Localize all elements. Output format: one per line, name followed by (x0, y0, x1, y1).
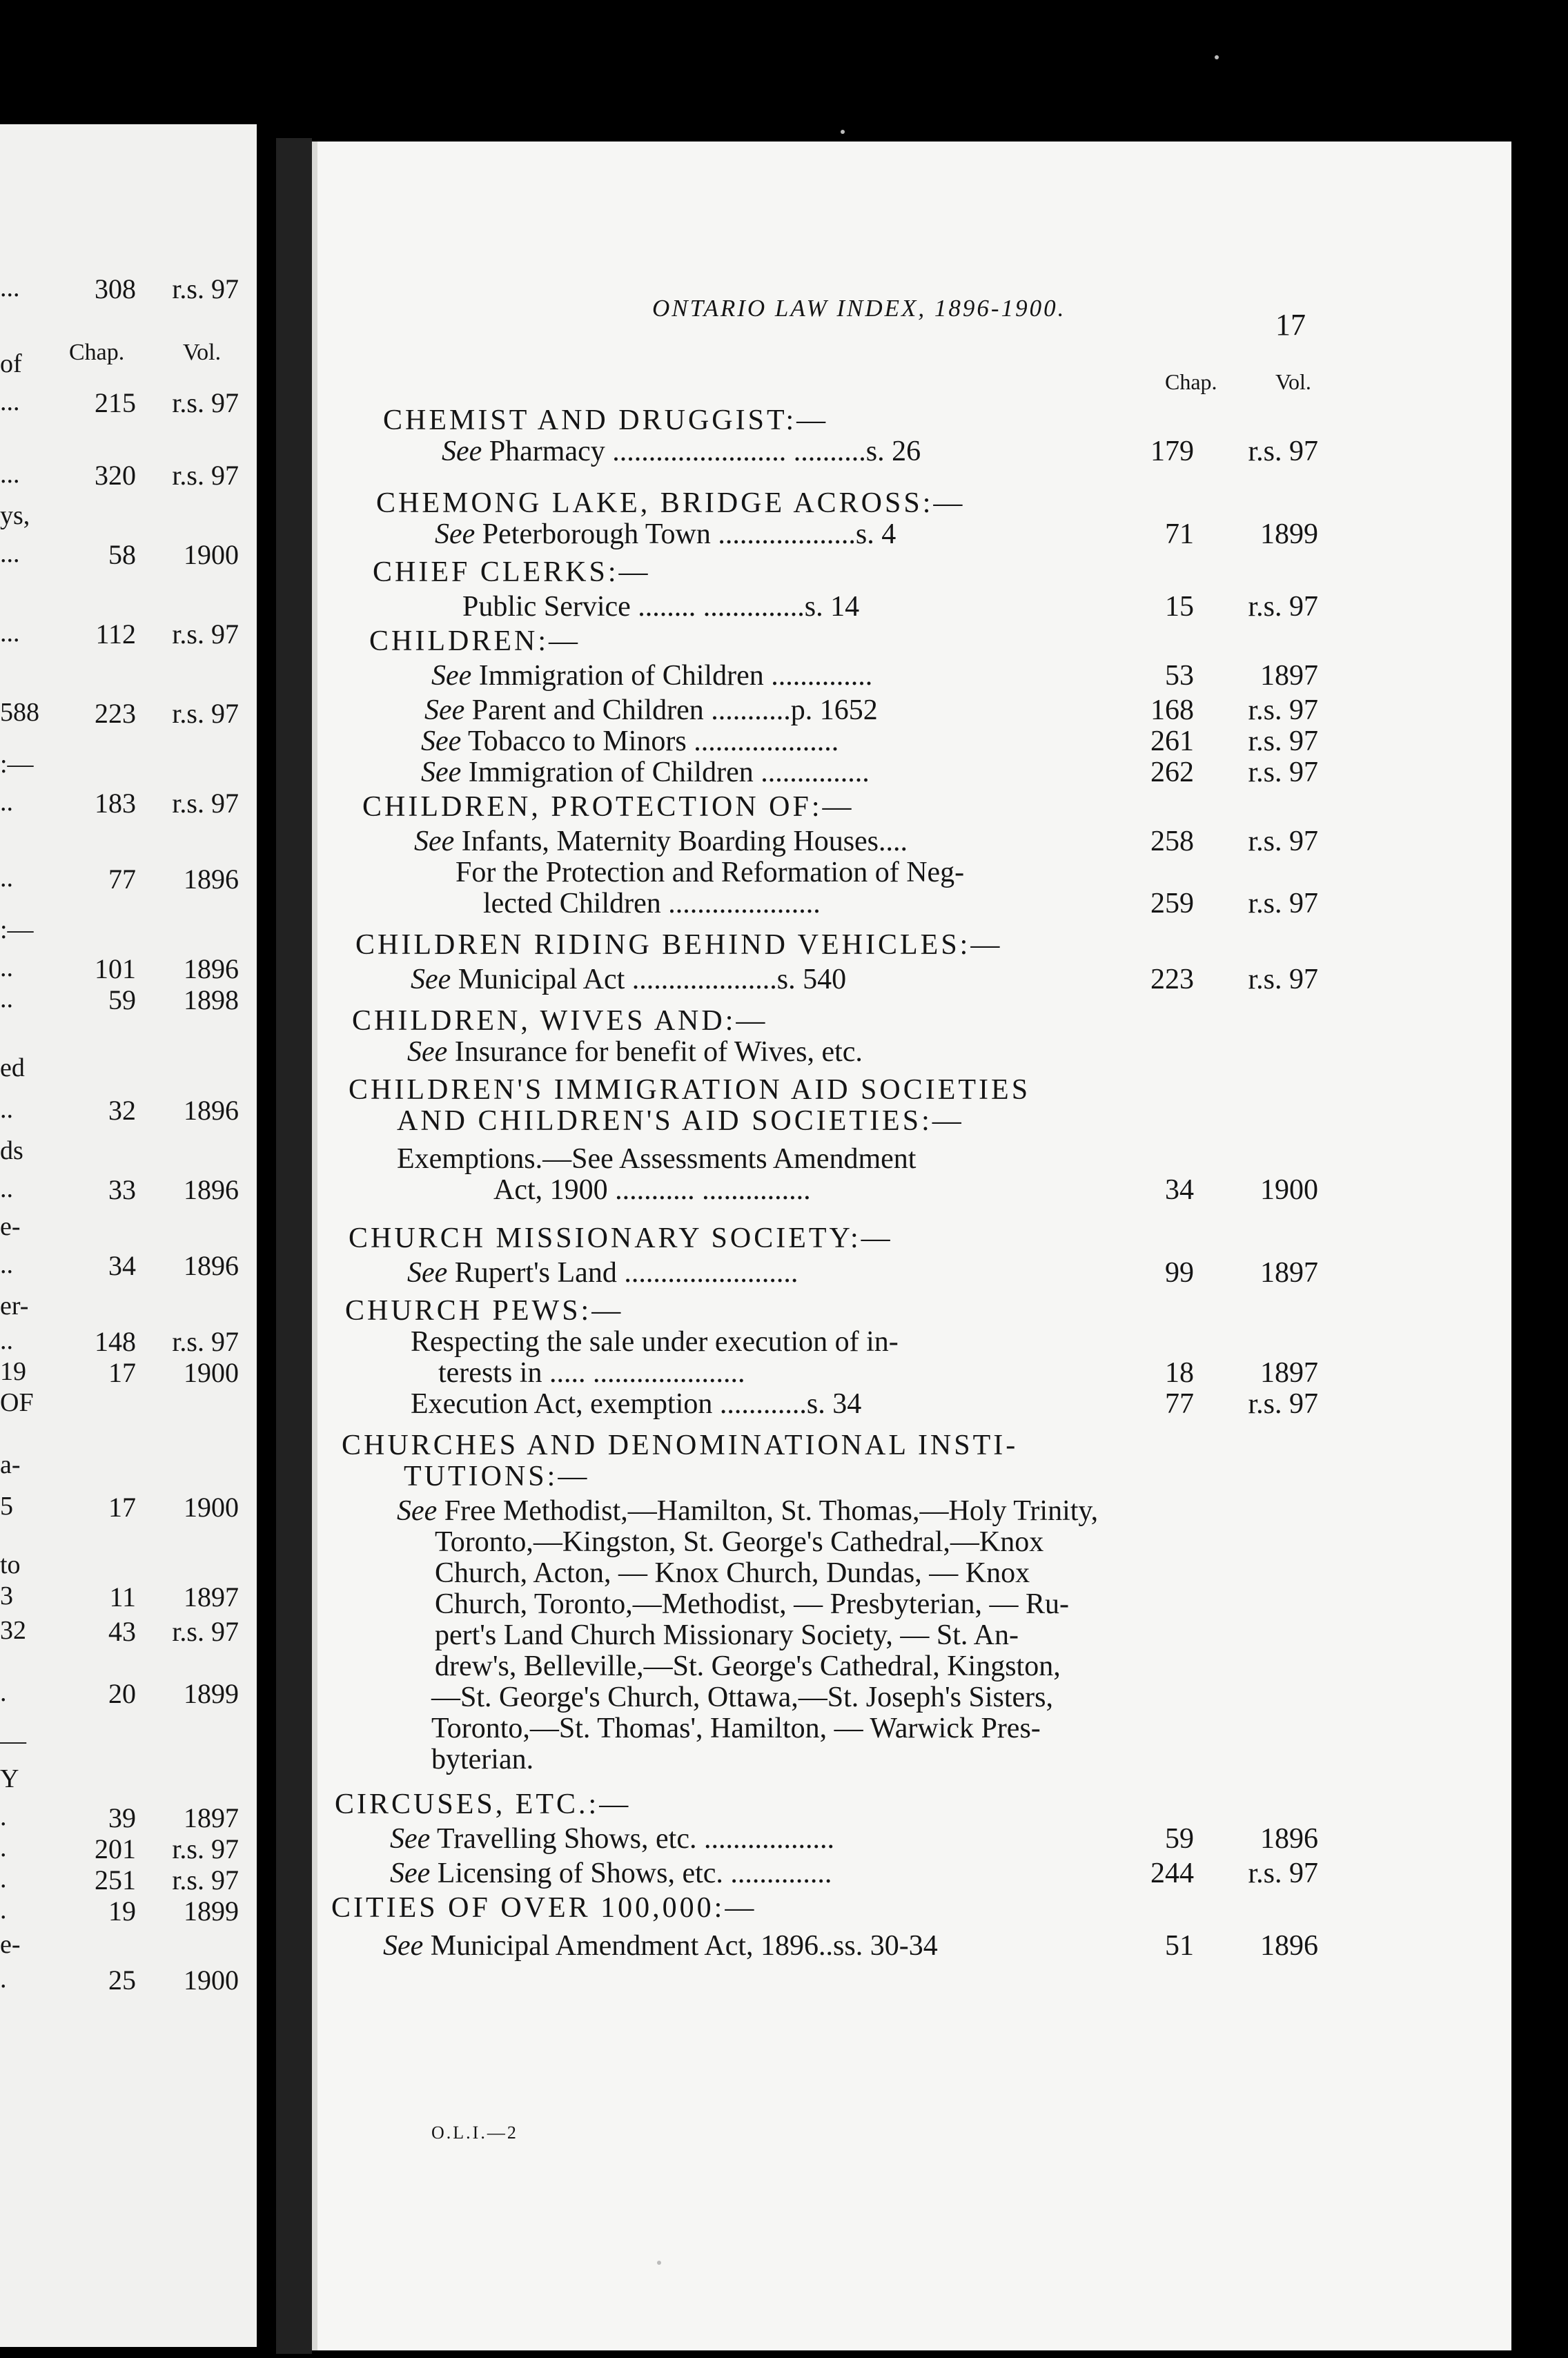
left-row-fragment: . (0, 1965, 7, 1994)
left-row-fragment: 3 (0, 1581, 13, 1610)
left-row-vol: r.s. 97 (172, 1864, 239, 1896)
entry-text: Free Methodist,—Hamilton, St. Thomas,—Holy Trinity, (437, 1495, 1099, 1527)
entry-text: terests in ..... ..................... (438, 1357, 745, 1389)
left-row-fragment: 588 (0, 698, 39, 727)
index-entry (407, 1035, 863, 1069)
left-row-vol: 1898 (184, 984, 239, 1015)
see-reference: See (390, 1858, 431, 1889)
see-reference: See (431, 660, 472, 692)
left-row-chap: 19 (108, 1896, 136, 1927)
index-entry (407, 1256, 798, 1289)
entry-text: CHURCH MISSIONARY SOCIETY:— (349, 1222, 893, 1254)
dust-speck (1215, 55, 1219, 59)
entry-text: Municipal Act ....................s. 540 (451, 964, 847, 995)
left-row-fragment: ed (0, 1053, 25, 1082)
entry-text: Immigration of Children .............. (471, 660, 873, 692)
left-row-chap: 320 (95, 460, 136, 491)
left-row-chap: 148 (95, 1326, 136, 1357)
index-heading (355, 928, 1002, 962)
index-entry (431, 659, 872, 692)
left-row-fragment: ... (0, 387, 20, 416)
entry-text: CHURCH PEWS:— (345, 1295, 624, 1327)
index-entry (435, 1588, 1069, 1621)
left-row-vol: 1900 (184, 539, 239, 570)
index-entry (455, 856, 964, 889)
index-entry (435, 1619, 1019, 1652)
left-row-vol: 1900 (184, 1492, 239, 1523)
left-row-chap: 77 (108, 864, 136, 895)
entry-vol: r.s. 97 (1248, 1388, 1318, 1420)
left-row-fragment: of (0, 349, 22, 378)
entry-text: CHIEF CLERKS:— (373, 556, 651, 588)
left-row-chap: 20 (108, 1678, 136, 1709)
index-entry (421, 756, 870, 789)
left-row-chap: 34 (108, 1250, 136, 1281)
left-row-chap: 17 (108, 1492, 136, 1523)
left-row-fragment: . (0, 1678, 7, 1707)
entry-text: CIRCUSES, ETC.:— (335, 1789, 631, 1820)
index-entry (493, 1173, 811, 1207)
index-entry (411, 963, 846, 996)
entry-text: AND CHILDREN'S AID SOCIETIES:— (397, 1105, 964, 1137)
right-chap-header: Chap. (1165, 369, 1217, 394)
left-row-vol: r.s. 97 (172, 1833, 239, 1864)
index-heading (376, 487, 965, 520)
entry-vol: 1897 (1260, 1257, 1318, 1289)
entry-text: Insurance for benefit of Wives, etc. (447, 1036, 863, 1068)
left-row-fragment: ... (0, 460, 20, 489)
index-entry (397, 1142, 916, 1176)
left-row-fragment: ... (0, 273, 20, 302)
page-number: 17 (1275, 308, 1306, 342)
left-row-chap: 25 (108, 1965, 136, 1996)
index-entry (397, 1494, 1098, 1528)
entry-chap: 262 (1150, 757, 1194, 788)
left-row-fragment: Y (0, 1764, 19, 1793)
left-row-fragment: 5 (0, 1492, 13, 1521)
index-heading (335, 1788, 631, 1821)
left-row-fragment: ds (0, 1136, 23, 1165)
entry-text: TUTIONS:— (404, 1461, 590, 1492)
index-heading (349, 1073, 1030, 1107)
index-entry (383, 1929, 938, 1962)
entry-chap: 53 (1165, 660, 1194, 692)
index-heading (349, 1222, 893, 1255)
entry-chap: 77 (1165, 1388, 1194, 1420)
entry-text: pert's Land Church Missionary Society, — St. An- (435, 1619, 1019, 1651)
dust-speck (657, 2261, 661, 2265)
entry-vol: 1896 (1260, 1823, 1318, 1855)
see-reference: See (383, 1930, 424, 1962)
entry-vol: r.s. 97 (1248, 888, 1318, 919)
left-row-chap: 308 (95, 273, 136, 304)
left-row-fragment: .. (0, 1095, 13, 1124)
left-row-fragment: 19 (0, 1357, 26, 1386)
left-row-chap: 59 (108, 984, 136, 1015)
entry-chap: 15 (1165, 591, 1194, 623)
left-row-vol: r.s. 97 (172, 618, 239, 650)
entry-text: Execution Act, exemption ............s. 34 (411, 1388, 862, 1420)
entry-text: For the Protection and Reformation of Neg- (455, 857, 965, 888)
left-row-vol: 1900 (184, 1965, 239, 1996)
left-row-fragment: ... (0, 618, 20, 647)
index-entry (424, 694, 878, 727)
index-heading (397, 1104, 964, 1138)
index-entry (431, 1712, 1041, 1745)
entry-vol: 1896 (1260, 1930, 1318, 1962)
left-row-fragment: .. (0, 984, 13, 1013)
left-row-fragment: :— (0, 915, 34, 944)
index-entry (442, 435, 921, 468)
see-reference: See (411, 964, 451, 995)
entry-vol: r.s. 97 (1248, 725, 1318, 757)
entry-text: CHILDREN:— (369, 625, 580, 657)
entry-vol: 1897 (1260, 660, 1318, 692)
left-row-vol: 1899 (184, 1678, 239, 1709)
entry-chap: 18 (1165, 1357, 1194, 1389)
entry-chap: 168 (1150, 694, 1194, 726)
entry-chap: 59 (1165, 1823, 1194, 1855)
left-row-vol: r.s. 97 (172, 1616, 239, 1647)
left-row-vol: 1896 (184, 1095, 239, 1126)
left-row-vol: r.s. 97 (172, 1326, 239, 1357)
index-entry (435, 1557, 1030, 1590)
see-reference: See (390, 1823, 431, 1855)
left-row-fragment: :— (0, 750, 34, 779)
entry-chap: 261 (1150, 725, 1194, 757)
left-row-chap: 223 (95, 698, 136, 729)
left-row-chap: 201 (95, 1833, 136, 1864)
entry-text: Rupert's Land ........................ (447, 1257, 798, 1289)
entry-text: CHILDREN'S IMMIGRATION AID SOCIETIES (349, 1074, 1031, 1106)
left-row-fragment: .. (0, 1326, 13, 1355)
index-heading (362, 790, 854, 824)
entry-chap: 259 (1150, 888, 1194, 919)
left-row-vol: 1897 (184, 1581, 239, 1612)
index-heading (404, 1460, 589, 1493)
left-row-fragment: . (0, 1864, 7, 1893)
left-row-vol: r.s. 97 (172, 460, 239, 491)
left-row-vol: 1896 (184, 1250, 239, 1281)
entry-vol: r.s. 97 (1248, 436, 1318, 467)
left-row-chap: 32 (108, 1095, 136, 1126)
right-page (312, 142, 1511, 2350)
index-heading (342, 1429, 1018, 1462)
entry-chap: 99 (1165, 1257, 1194, 1289)
left-chap-header: Chap. (69, 340, 125, 365)
left-row-vol: r.s. 97 (172, 273, 239, 304)
left-row-fragment: er- (0, 1292, 29, 1321)
entry-text: CHILDREN RIDING BEHIND VEHICLES:— (355, 929, 1003, 961)
left-row-chap: 251 (95, 1864, 136, 1896)
index-entry (435, 518, 896, 551)
entry-vol: r.s. 97 (1248, 1858, 1318, 1889)
left-row-fragment: .. (0, 864, 13, 893)
left-row-chap: 183 (95, 788, 136, 819)
left-row-vol: 1900 (184, 1357, 239, 1388)
entry-chap: 71 (1165, 518, 1194, 550)
left-row-fragment: .. (0, 1174, 13, 1203)
left-row-chap: 58 (108, 539, 136, 570)
left-row-fragment: .. (0, 953, 13, 982)
entry-vol: r.s. 97 (1248, 694, 1318, 726)
left-row-chap: 43 (108, 1616, 136, 1647)
see-reference: See (397, 1495, 438, 1527)
entry-text: CHEMIST AND DRUGGIST:— (383, 405, 829, 436)
entry-text: Exemptions.—See Assessments Amendment (397, 1143, 917, 1175)
entry-chap: 223 (1150, 964, 1194, 995)
left-row-fragment: e- (0, 1212, 21, 1241)
index-entry (438, 1356, 745, 1390)
entry-vol: 1897 (1260, 1357, 1318, 1389)
entry-text: Municipal Amendment Act, 1896..ss. 30-34 (423, 1930, 938, 1962)
see-reference: See (407, 1036, 448, 1068)
see-reference: See (442, 436, 482, 467)
entry-text: Immigration of Children ............... (461, 757, 870, 788)
index-entry (483, 887, 821, 920)
see-reference: See (414, 826, 455, 857)
left-row-vol: r.s. 97 (172, 698, 239, 729)
left-row-vol: 1896 (184, 953, 239, 984)
left-row-vol: 1897 (184, 1802, 239, 1833)
index-entry (435, 1526, 1043, 1559)
left-row-fragment: .. (0, 788, 13, 817)
left-row-fragment: . (0, 1802, 7, 1831)
entry-text: Church, Acton, — Knox Church, Dundas, — Knox (435, 1557, 1030, 1589)
entry-text: Parent and Children ...........p. 1652 (464, 694, 878, 726)
index-heading (352, 1004, 767, 1037)
index-entry (390, 1822, 834, 1855)
left-row-fragment: . (0, 1896, 7, 1925)
left-row-vol: r.s. 97 (172, 387, 239, 418)
entry-text: Infants, Maternity Boarding Houses.... (454, 826, 908, 857)
index-entry (414, 825, 908, 858)
entry-text: Church, Toronto,—Methodist, — Presbyterian, — Ru- (435, 1588, 1070, 1620)
index-entry (431, 1743, 533, 1776)
left-row-chap: 112 (95, 618, 136, 650)
entry-text: Toronto,—St. Thomas', Hamilton, — Warwick Pres- (431, 1713, 1041, 1744)
left-row-fragment: OF (0, 1388, 34, 1417)
see-reference: See (407, 1257, 448, 1289)
index-heading (369, 625, 580, 658)
left-row-chap: 101 (95, 953, 136, 984)
left-row-fragment: .. (0, 1250, 13, 1279)
entry-chap: 244 (1150, 1858, 1194, 1889)
right-vol-header: Vol. (1275, 369, 1311, 394)
entry-text: CHILDREN, WIVES AND:— (352, 1005, 768, 1037)
entry-text: Licensing of Shows, etc. .............. (430, 1858, 832, 1889)
see-reference: See (424, 694, 465, 726)
index-entry (462, 590, 859, 623)
index-entry (421, 725, 839, 758)
index-entry (411, 1387, 861, 1421)
index-heading (383, 404, 828, 437)
entry-text: Tobacco to Minors .................... (461, 725, 839, 757)
entry-text: Travelling Shows, etc. .................. (430, 1823, 834, 1855)
entry-text: Peterborough Town ...................s. 4 (475, 518, 896, 550)
entry-text: CHILDREN, PROTECTION OF:— (362, 791, 854, 823)
left-row-vol: 1899 (184, 1896, 239, 1927)
left-row-vol: r.s. 97 (172, 788, 239, 819)
left-vol-header: Vol. (183, 340, 222, 365)
left-row-chap: 215 (95, 387, 136, 418)
index-entry (390, 1857, 832, 1890)
entry-text: byterian. (431, 1744, 534, 1775)
running-head: ONTARIO LAW INDEX, 1896-1900. (652, 295, 1066, 322)
left-row-fragment: to (0, 1550, 21, 1579)
index-heading (331, 1891, 756, 1925)
entry-text: Toronto,—Kingston, St. George's Cathedral,—Knox (435, 1526, 1044, 1558)
left-page (0, 124, 257, 2347)
index-entry (411, 1325, 899, 1358)
entry-text: Pharmacy ........................ ..........s. 26 (482, 436, 921, 467)
entry-text: Public Service ........ ..............s. 14 (462, 591, 860, 623)
entry-text: —St. George's Church, Ottawa,—St. Joseph's Sisters, (431, 1682, 1053, 1713)
see-reference: See (421, 725, 462, 757)
see-reference: See (435, 518, 476, 550)
left-row-vol: 1896 (184, 864, 239, 895)
entry-text: drew's, Belleville,—St. George's Cathedral, Kingston, (435, 1650, 1061, 1682)
left-row-chap: 39 (108, 1802, 136, 1833)
entry-chap: 51 (1165, 1930, 1194, 1962)
left-row-fragment: ... (0, 539, 20, 568)
entry-vol: 1899 (1260, 518, 1318, 550)
left-row-fragment: 32 (0, 1616, 26, 1645)
left-row-chap: 17 (108, 1357, 136, 1388)
entry-text: CHURCHES AND DENOMINATIONAL INSTI- (342, 1430, 1019, 1461)
entry-chap: 179 (1150, 436, 1194, 467)
entry-vol: r.s. 97 (1248, 826, 1318, 857)
index-heading (345, 1294, 623, 1327)
entry-text: Act, 1900 ........... ............... (493, 1174, 811, 1206)
left-row-chap: 11 (109, 1581, 136, 1612)
index-entry (431, 1681, 1053, 1714)
index-entry (435, 1650, 1061, 1683)
entry-text: lected Children ..................... (483, 888, 821, 919)
see-reference: See (421, 757, 462, 788)
index-heading (373, 556, 651, 589)
left-row-fragment: e- (0, 1930, 21, 1959)
gutter-shadow (276, 138, 312, 2354)
dust-speck (841, 130, 845, 134)
left-row-fragment: — (0, 1726, 26, 1755)
entry-vol: r.s. 97 (1248, 591, 1318, 623)
entry-vol: r.s. 97 (1248, 964, 1318, 995)
entry-chap: 258 (1150, 826, 1194, 857)
entry-text: CITIES OF OVER 100,000:— (331, 1892, 757, 1924)
left-row-fragment: a- (0, 1450, 21, 1479)
left-row-fragment: ys, (0, 501, 30, 530)
entry-vol: 1900 (1260, 1174, 1318, 1206)
signature-mark: O.L.I.—2 (431, 2123, 518, 2143)
left-row-vol: 1896 (184, 1174, 239, 1205)
entry-text: Respecting the sale under execution of in- (411, 1326, 899, 1358)
left-row-fragment: . (0, 1833, 7, 1862)
left-row-chap: 33 (108, 1174, 136, 1205)
entry-vol: r.s. 97 (1248, 757, 1318, 788)
entry-chap: 34 (1165, 1174, 1194, 1206)
entry-text: CHEMONG LAKE, BRIDGE ACROSS:— (376, 487, 966, 519)
